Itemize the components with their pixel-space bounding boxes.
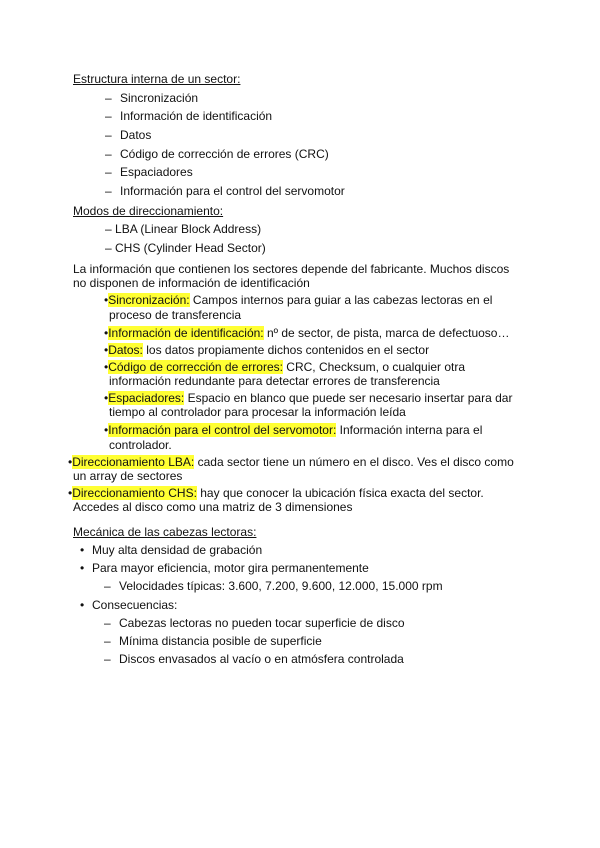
def-text-cont: proceso de transferencia xyxy=(109,308,242,322)
def-item xyxy=(104,422,482,438)
def-text-cont: información redundante para detectar errores de transferencia xyxy=(109,374,440,388)
mode-item: – LBA (Linear Block Address) xyxy=(105,222,262,236)
mode-item-label: CHS (Cylinder Head Sector) xyxy=(115,241,266,255)
sector-heading: Estructura interna de un sector: xyxy=(73,72,241,86)
mechanics-sub-item: – Mínima distancia posible de superficie xyxy=(104,633,322,649)
sector-item: – Sincronización xyxy=(105,90,198,106)
lba-term: Direccionamiento LBA: xyxy=(72,455,195,469)
def-text: CRC, Checksum, o cualquier otra xyxy=(282,360,466,374)
modes-heading: Modos de direccionamiento: xyxy=(73,204,224,218)
sector-item: – Datos xyxy=(105,127,151,143)
mechanics-bullet: • Para mayor eficiencia, motor gira permanentemente xyxy=(80,560,369,576)
mode-item-label: LBA (Linear Block Address) xyxy=(115,222,262,236)
mechanics-bullet: • Muy alta densidad de grabación xyxy=(80,542,262,558)
lba-text-cont: un array de sectores xyxy=(73,469,183,483)
mechanics-sub-item: – Discos envasados al vacío o en atmósfera controlada xyxy=(104,651,404,667)
def-text-cont: controlador. xyxy=(109,438,172,452)
info-intro-line: no disponen de información de identificación xyxy=(73,276,310,290)
def-text: Información interna para el xyxy=(336,423,483,437)
chs-text-cont: Accedes al disco como una matriz de 3 dimensiones xyxy=(73,500,353,514)
def-text-cont: tiempo al controlador para procesar la información leída xyxy=(109,405,406,419)
def-text: Campos internos para guiar a las cabezas lectoras en el xyxy=(189,293,493,307)
sector-item: – Espaciadores xyxy=(105,164,193,180)
def-term: Código de corrección de errores: xyxy=(108,360,283,374)
lba-text: cada sector tiene un número en el disco. Ves el disco como xyxy=(194,455,514,469)
chs-term: Direccionamiento CHS: xyxy=(72,486,197,500)
sector-item: – Código de corrección de errores (CRC) xyxy=(105,146,329,162)
chs-text: hay que conocer la ubicación física exacta del sector. xyxy=(196,486,484,500)
sector-item: – Información de identificación xyxy=(105,108,272,124)
def-term: Datos: xyxy=(108,343,143,357)
def-item xyxy=(104,342,429,358)
mechanics-sub-item: – Velocidades típicas: 3.600, 7.200, 9.600, 12.000, 15.000 rpm xyxy=(104,578,443,594)
def-term: Sincronización: xyxy=(108,293,190,307)
sector-item: – Información para el control del servomotor xyxy=(105,183,345,199)
mechanics-heading: Mecánica de las cabezas lectoras: xyxy=(73,525,257,539)
def-text: nº de sector, de pista, marca de defectuoso… xyxy=(263,326,510,340)
mechanics-bullet: • Consecuencias: xyxy=(80,597,177,613)
def-term: Información para el control del servomotor: xyxy=(108,423,337,437)
def-item xyxy=(104,325,509,341)
def-text: los datos propiamente dichos contenidos en el sector xyxy=(142,343,430,357)
def-text: Espacio en blanco que puede ser necesario insertar para dar xyxy=(184,391,513,405)
info-intro-line: La información que contienen los sectores depende del fabricante. Muchos discos xyxy=(73,262,510,276)
def-term: Información de identificación: xyxy=(108,326,264,340)
mode-item: – CHS (Cylinder Head Sector) xyxy=(105,241,266,255)
def-term: Espaciadores: xyxy=(108,391,185,405)
def-item xyxy=(104,292,492,308)
mechanics-sub-item: – Cabezas lectoras no pueden tocar superficie de disco xyxy=(104,615,405,631)
